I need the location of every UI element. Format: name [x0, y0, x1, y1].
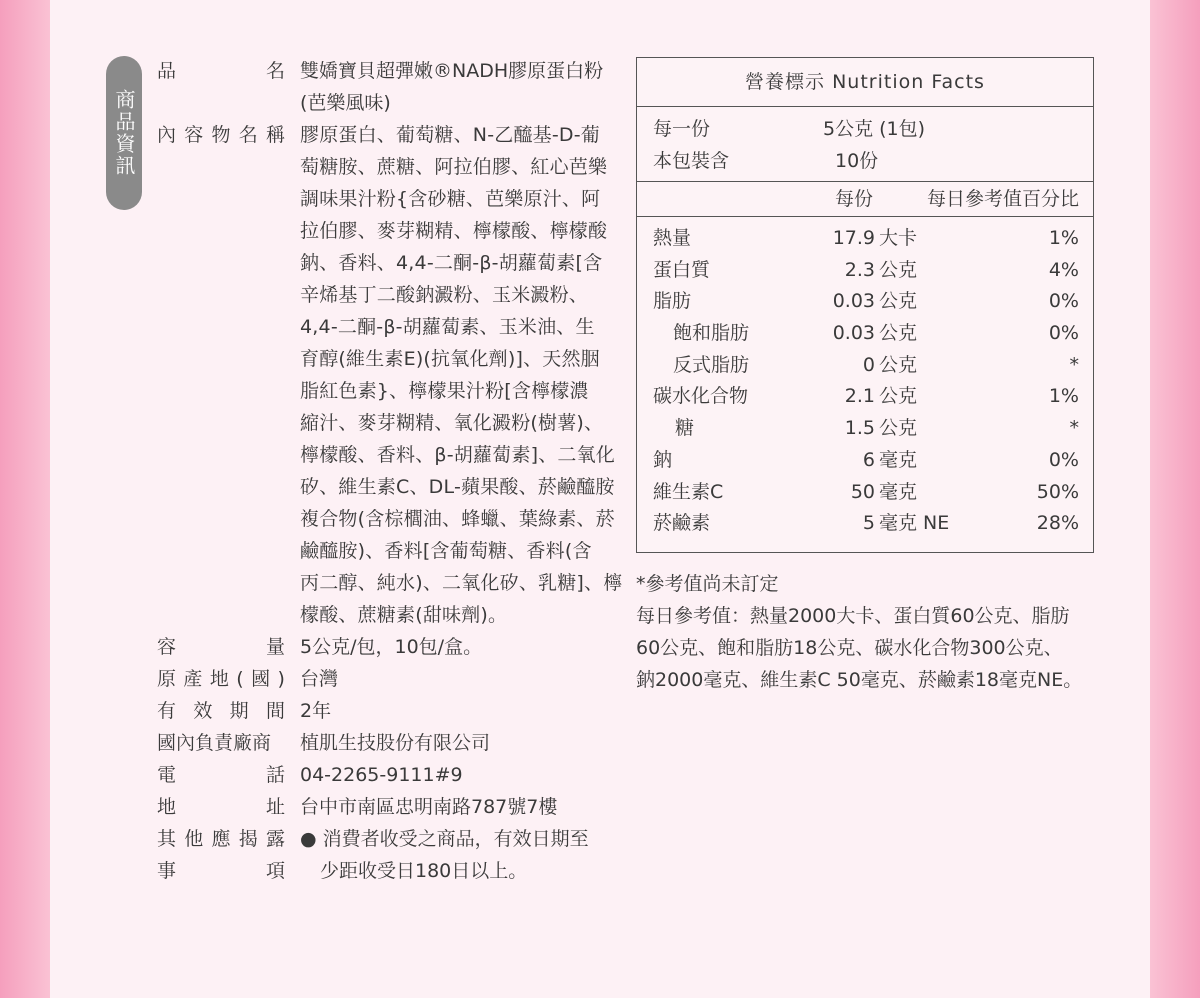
label-name-char-1: 品: [157, 60, 177, 82]
nutrition-facts-table: [636, 57, 1094, 553]
value-ingredients-line: 辛烯基丁二酸鈉澱粉、玉米澱粉、: [300, 284, 589, 306]
nutrient-unit: 毫克: [879, 480, 918, 503]
label-other: [157, 823, 285, 887]
nutrient-daily-value: *: [1069, 353, 1079, 376]
right-pink-border: [1150, 0, 1200, 998]
nutrition-title: 營養標示 Nutrition Facts: [637, 58, 1093, 107]
value-address: 台中市南區忠明南路787號7樓: [300, 796, 558, 818]
nutrition-row: [653, 381, 1079, 413]
info-row-address: [157, 791, 617, 823]
nutrition-rows: [637, 217, 1093, 540]
label-char: 物: [211, 124, 231, 146]
value-ingredients-line: 縮汁、麥芽糊精、氧化澱粉(樹薯)、: [300, 412, 604, 434]
nutrition-row: [653, 508, 1079, 540]
note-line: 每日參考值：熱量2000大卡、蛋白質60公克、脂肪: [636, 605, 1070, 627]
label-char: 應: [211, 828, 231, 850]
value-ingredients: [300, 119, 623, 631]
nutrient-unit: 毫克: [879, 448, 918, 471]
info-row-shelf-life: [157, 695, 617, 727]
label-phone: [157, 759, 285, 791]
nutrient-daily-value: 28%: [1036, 512, 1079, 535]
label-char: 露: [265, 828, 285, 850]
nutrient-daily-value: 0%: [1048, 322, 1079, 345]
nutrient-name: 反式脂肪: [673, 353, 750, 376]
nutrient-name: 蛋白質: [653, 258, 711, 281]
label-char: 稱: [265, 124, 285, 146]
label-char: 地: [209, 668, 229, 690]
value-name-line: 雙嬌寶貝超彈嫩®NADH膠原蛋白粉: [300, 60, 604, 82]
value-other-line: ● 消費者收受之商品，有效日期至: [300, 828, 589, 850]
value-ingredients-line: 丙二醇、純水)、二氧化矽、乳糖]、檸: [300, 572, 623, 594]
nutrient-unit: 公克: [879, 353, 918, 376]
serving-size-value: 5公克 (1包): [823, 118, 926, 140]
label-char: 址: [265, 796, 285, 818]
value-phone: 04-2265-9111#9: [300, 764, 463, 786]
header-daily-value: 每日參考值百分比: [926, 188, 1079, 210]
value-shelf-life: 2年: [300, 700, 332, 722]
nutrition-row: [653, 477, 1079, 509]
nutrition-column-headers: [637, 182, 1093, 217]
label-char: 事: [157, 860, 177, 882]
label-other-line2: [157, 855, 285, 887]
value-ingredients-line: 鹼醯胺)、香料[含葡萄糖、香料(含: [300, 540, 592, 562]
value-capacity: 5公克/包，10包/盒。: [300, 636, 483, 658]
nutrient-name: 菸鹼素: [653, 512, 711, 535]
label-char: 間: [265, 700, 285, 722]
nutrition-row: [653, 318, 1079, 350]
label-char: 地: [157, 796, 177, 818]
nutrient-amount: 0.03: [832, 290, 875, 313]
label-char: 有: [157, 700, 177, 722]
label-char: 容: [184, 124, 204, 146]
note-line: 鈉2000毫克、維生素C 50毫克、菸鹼素18毫克NE。: [636, 669, 1083, 691]
value-ingredients-line: 複合物(含棕櫚油、蜂蠟、葉綠素、菸: [300, 508, 615, 530]
nutrient-name: 鈉: [653, 448, 673, 471]
serving-size-row: [653, 113, 1079, 145]
nutrient-name: 碳水化合物: [653, 385, 749, 408]
label-char: 產: [183, 668, 203, 690]
value-other-line: 少距收受日180日以上。: [320, 860, 528, 882]
value-other: [300, 823, 610, 887]
nutrient-name: 糖: [675, 417, 695, 440]
nutrient-daily-value: 0%: [1048, 448, 1079, 471]
nutrition-row: [653, 413, 1079, 445]
serving-size-label: 每一份: [653, 118, 711, 140]
value-origin: 台灣: [300, 668, 339, 690]
nutrition-row: [653, 255, 1079, 287]
label-char: 其: [157, 828, 177, 850]
nutrient-daily-value: 0%: [1048, 290, 1079, 313]
nutrient-daily-value: 1%: [1048, 385, 1079, 408]
label-other-line1: [157, 823, 285, 855]
label-char: 原: [157, 668, 177, 690]
label-name-char-2: 名: [265, 60, 285, 82]
servings-per-pack-row: [653, 145, 1079, 177]
value-ingredients-line: 4,4-二酮-β-胡蘿蔔素、玉米油、生: [300, 316, 595, 338]
value-name: [300, 55, 610, 119]
nutrient-amount: 50: [850, 480, 875, 503]
nutrient-amount: 0.03: [832, 322, 875, 345]
label-char: 期: [229, 700, 249, 722]
label-char: 量: [265, 636, 285, 658]
label-shelf-life: [157, 695, 285, 727]
nutrient-daily-value: 50%: [1036, 480, 1079, 503]
info-row-ingredients: [157, 119, 623, 631]
value-ingredients-line: 萄糖胺、蔗糖、阿拉伯膠、紅心芭樂: [300, 156, 608, 178]
label-manufacturer: 國內負責廠商: [157, 732, 272, 754]
nutrient-daily-value: 1%: [1048, 227, 1079, 249]
info-row-name: [157, 55, 617, 119]
nutrient-daily-value: *: [1069, 417, 1079, 440]
nutrient-unit: 毫克 NE: [879, 512, 950, 535]
label-char: 效: [193, 700, 213, 722]
note-star: *參考值尚未訂定: [636, 573, 779, 595]
label-name: [157, 55, 285, 119]
info-row-phone: [157, 759, 617, 791]
label-char: 話: [265, 764, 285, 786]
nutrition-row: [653, 445, 1079, 477]
nutrient-unit: 公克: [879, 417, 918, 440]
value-ingredients-line: 鈉、香料、4,4-二酮-β-胡蘿蔔素[含: [300, 252, 603, 274]
nutrient-name: 熱量: [653, 227, 692, 249]
label-capacity: [157, 631, 285, 663]
header-per-serving: 每份: [835, 188, 874, 210]
nutrient-amount: 0: [862, 353, 875, 376]
value-ingredients-line: 脂紅色素}、檸檬果汁粉[含檸檬濃: [300, 380, 589, 402]
value-ingredients-line: 矽、維生素C、DL-蘋果酸、菸鹼醯胺: [300, 476, 615, 498]
nutrient-name: 飽和脂肪: [673, 322, 750, 345]
label-char: 電: [157, 764, 177, 786]
info-row-capacity: [157, 631, 617, 663]
nutrient-amount: 2.3: [844, 258, 875, 281]
nutrient-unit: 大卡: [879, 227, 918, 249]
product-info: [157, 55, 623, 887]
servings-value: 10份: [835, 150, 879, 172]
nutrient-unit: 公克: [879, 322, 918, 345]
value-ingredients-line: 檸檬酸、香料、β-胡蘿蔔素]、二氧化: [300, 444, 615, 466]
section-tab: 商品資訊: [106, 56, 142, 210]
label-char: 容: [157, 636, 177, 658]
value-ingredients-line: 檬酸、蔗糖素(甜味劑)。: [300, 604, 508, 626]
label-char: 名: [238, 124, 258, 146]
header-spacer: [653, 182, 835, 216]
info-row-origin: [157, 663, 617, 695]
label-char: (: [236, 668, 244, 690]
value-name-line: (芭樂風味): [300, 92, 391, 114]
note-line: 60公克、飽和脂肪18公克、碳水化合物300公克、: [636, 637, 1063, 659]
nutrient-unit: 公克: [879, 290, 918, 313]
label-char: 他: [184, 828, 204, 850]
label-char: 項: [265, 860, 285, 882]
servings-label: 本包裝含: [653, 150, 730, 172]
value-ingredients-line: 調味果汁粉{含砂糖、芭樂原汁、阿: [300, 188, 601, 210]
value-ingredients-line: 膠原蛋白、葡萄糖、N-乙醯基-D-葡: [300, 124, 601, 146]
nutrient-daily-value: 4%: [1048, 258, 1079, 281]
info-row-manufacturer: [157, 727, 617, 759]
nutrition-row: [653, 286, 1079, 318]
nutrient-name: 脂肪: [653, 290, 692, 313]
value-ingredients-line: 育醇(維生素E)(抗氧化劑)]、天然胭: [300, 348, 600, 370]
label-origin: [157, 663, 285, 695]
value-manufacturer: 植肌生技股份有限公司: [300, 732, 491, 754]
nutrition-row: [653, 223, 1079, 255]
label-char: 內: [157, 124, 177, 146]
nutrition-notes: [636, 568, 1106, 696]
value-ingredients-line: 拉伯膠、麥芽糊精、檸檬酸、檸檬酸: [300, 220, 608, 242]
nutrient-amount: 5: [862, 512, 875, 535]
nutrient-amount: 17.9: [832, 227, 875, 249]
label-char: 國: [251, 668, 271, 690]
nutrient-unit: 公克: [879, 258, 918, 281]
nutrient-amount: 2.1: [844, 385, 875, 408]
serving-info: [637, 107, 1093, 182]
label-char: ): [277, 668, 285, 690]
label-address: [157, 791, 285, 823]
nutrient-amount: 6: [862, 448, 875, 471]
nutrient-name: 維生素C: [653, 480, 724, 503]
left-pink-border: [0, 0, 50, 998]
label-ingredients: [157, 119, 285, 631]
nutrient-amount: 1.5: [844, 417, 875, 440]
nutrient-unit: 公克: [879, 385, 918, 408]
info-row-other: [157, 823, 617, 887]
nutrition-row: [653, 350, 1079, 382]
label-char: 揭: [238, 828, 258, 850]
